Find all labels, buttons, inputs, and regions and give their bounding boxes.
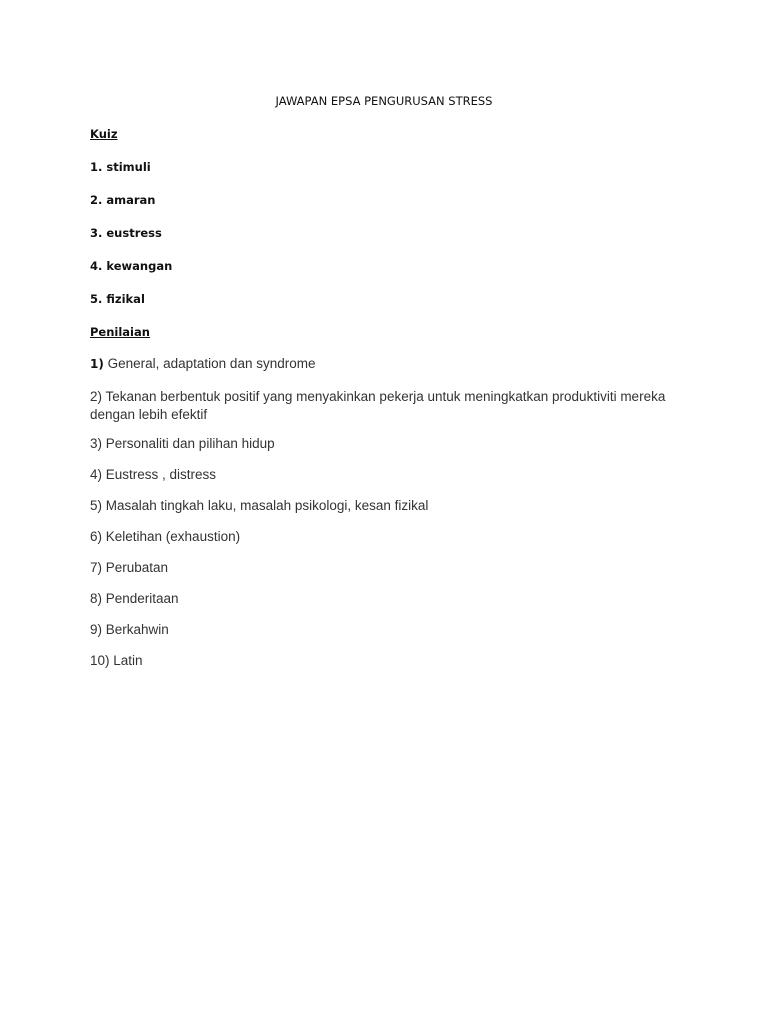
penilaian-item-1-number: 1) — [90, 357, 104, 371]
kuiz-item-1: 1. stimuli — [90, 160, 151, 174]
penilaian-item-4: 4) Eustress , distress — [90, 467, 217, 482]
penilaian-item-1 — [90, 356, 315, 371]
kuiz-item-5: 5. fizikal — [90, 292, 145, 306]
penilaian-item-10: 10) Latin — [90, 653, 143, 668]
penilaian-item-2: 2) Tekanan berbentuk positif yang menyakinkan pekerja untuk meningkatkan produktiviti mereka dengan lebih efektif — [90, 389, 666, 422]
penilaian-item-7: 7) Perubatan — [90, 560, 169, 575]
kuiz-item-2: 2. amaran — [90, 193, 156, 207]
penilaian-item-8: 8) Penderitaan — [90, 591, 179, 606]
penilaian-item-6: 6) Keletihan (exhaustion) — [90, 529, 241, 544]
penilaian-item-5: 5) Masalah tingkah laku, masalah psikologi, kesan fizikal — [90, 498, 429, 513]
kuiz-item-3: 3. eustress — [90, 226, 162, 240]
penilaian-item-3: 3) Personaliti dan pilihan hidup — [90, 436, 275, 451]
kuiz-item-4: 4. kewangan — [90, 259, 173, 273]
document-title: JAWAPAN EPSA PENGURUSAN STRESS — [275, 94, 493, 108]
penilaian-heading: Penilaian — [90, 325, 150, 339]
penilaian-item-1-text: General, adaptation dan syndrome — [103, 356, 316, 371]
kuiz-heading: Kuiz — [90, 127, 118, 141]
penilaian-item-9: 9) Berkahwin — [90, 622, 169, 637]
